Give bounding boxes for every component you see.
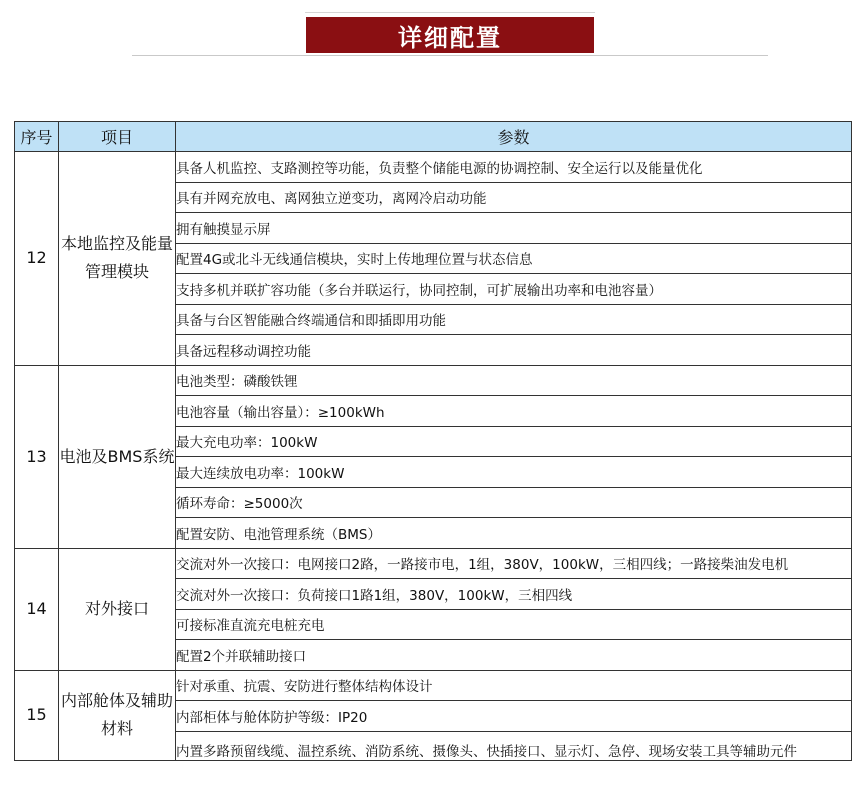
header-item: 项目	[59, 122, 176, 152]
table-row	[15, 365, 852, 396]
param-cell: 最大充电功率：100kW	[176, 426, 852, 457]
header-param: 参数	[176, 122, 852, 152]
title-bottom-rule	[132, 55, 768, 56]
param-cell: 交流对外一次接口：电网接口2路，一路接市电，1组，380V，100kW，三相四线；一路接柴油发电机	[176, 548, 852, 579]
param-cell: 配置2个并联辅助接口	[176, 640, 852, 671]
row-number: 12	[15, 152, 59, 366]
table-row	[15, 548, 852, 579]
row-item: 电池及BMS系统	[59, 365, 176, 548]
param-cell: 循环寿命：≥5000次	[176, 487, 852, 518]
param-cell: 针对承重、抗震、安防进行整体结构体设计	[176, 670, 852, 701]
param-cell: 交流对外一次接口：负荷接口1路1组，380V，100kW，三相四线	[176, 579, 852, 610]
row-item: 对外接口	[59, 548, 176, 670]
param-cell: 可接标准直流充电桩充电	[176, 609, 852, 640]
row-number: 15	[15, 670, 59, 760]
param-cell: 配置安防、电池管理系统（BMS）	[176, 518, 852, 549]
row-item: 内部舱体及辅助材料	[59, 670, 176, 760]
row-number: 13	[15, 365, 59, 548]
param-cell: 最大连续放电功率：100kW	[176, 457, 852, 488]
row-number: 14	[15, 548, 59, 670]
param-cell: 具有并网充放电、离网独立逆变功，离网冷启动功能	[176, 182, 852, 213]
table-row	[15, 670, 852, 701]
page-title: 详细配置	[306, 17, 594, 53]
param-cell: 拥有触摸显示屏	[176, 213, 852, 244]
param-cell: 配置4G或北斗无线通信模块，实时上传地理位置与状态信息	[176, 243, 852, 274]
param-cell: 内部柜体与舱体防护等级：IP20	[176, 701, 852, 732]
param-cell: 内置多路预留线缆、温控系统、消防系统、摄像头、快插接口、显示灯、急停、现场安装工具等辅助元件	[176, 731, 852, 760]
param-cell: 具备与台区智能融合终端通信和即插即用功能	[176, 304, 852, 335]
table-header-row	[15, 122, 852, 152]
header-no: 序号	[15, 122, 59, 152]
param-cell: 电池类型：磷酸铁锂	[176, 365, 852, 396]
title-banner	[0, 0, 864, 60]
param-cell: 支持多机并联扩容功能（多台并联运行，协同控制，可扩展输出功率和电池容量）	[176, 274, 852, 305]
title-top-rule	[305, 12, 595, 13]
param-cell: 电池容量（输出容量）：≥100kWh	[176, 396, 852, 427]
table-row	[15, 152, 852, 183]
row-item: 本地监控及能量管理模块	[59, 152, 176, 366]
param-cell: 具备远程移动调控功能	[176, 335, 852, 366]
param-cell: 具备人机监控、支路测控等功能，负责整个储能电源的协调控制、安全运行以及能量优化	[176, 152, 852, 183]
spec-table	[14, 121, 852, 761]
